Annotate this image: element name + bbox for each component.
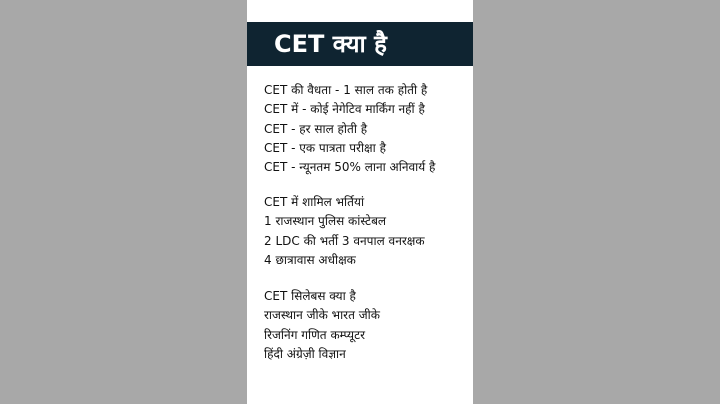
recruitments-list xyxy=(264,193,469,270)
right-pillarbox xyxy=(473,0,720,404)
list-heading: CET में शामिल भर्तियां xyxy=(264,195,365,209)
list-item: हिंदी अंग्रेज़ी विज्ञान xyxy=(264,346,346,361)
title-banner xyxy=(247,22,473,66)
list-item: रिजनिंग गणित कम्प्यूटर xyxy=(264,327,366,342)
list-item: 4 छात्रावास अधीक्षक xyxy=(264,252,356,267)
content-card xyxy=(247,0,473,404)
left-pillarbox xyxy=(0,0,247,404)
list-heading: CET सिलेबस क्या है xyxy=(264,289,356,303)
list-item: CET - न्यूनतम 50% लाना अनिवार्य है xyxy=(264,160,436,175)
cet-facts-list xyxy=(264,81,469,177)
list-item: 1 राजस्थान पुलिस कांस्टेबल xyxy=(264,214,387,229)
list-item: CET - एक पात्रता परीक्षा है xyxy=(264,140,386,155)
list-item: CET - हर साल होती है xyxy=(264,121,368,136)
syllabus-list xyxy=(264,287,469,364)
list-item: CET की वैधता - 1 साल तक होती है xyxy=(264,83,428,97)
list-item: CET में - कोई नेगेटिव मार्किंग नहीं है xyxy=(264,102,425,117)
list-item: 2 LDC की भर्ती 3 वनपाल वनरक्षक xyxy=(264,233,425,248)
list-item: राजस्थान जीके भारत जीके xyxy=(264,308,380,323)
card-title: CET क्या है xyxy=(274,30,387,58)
